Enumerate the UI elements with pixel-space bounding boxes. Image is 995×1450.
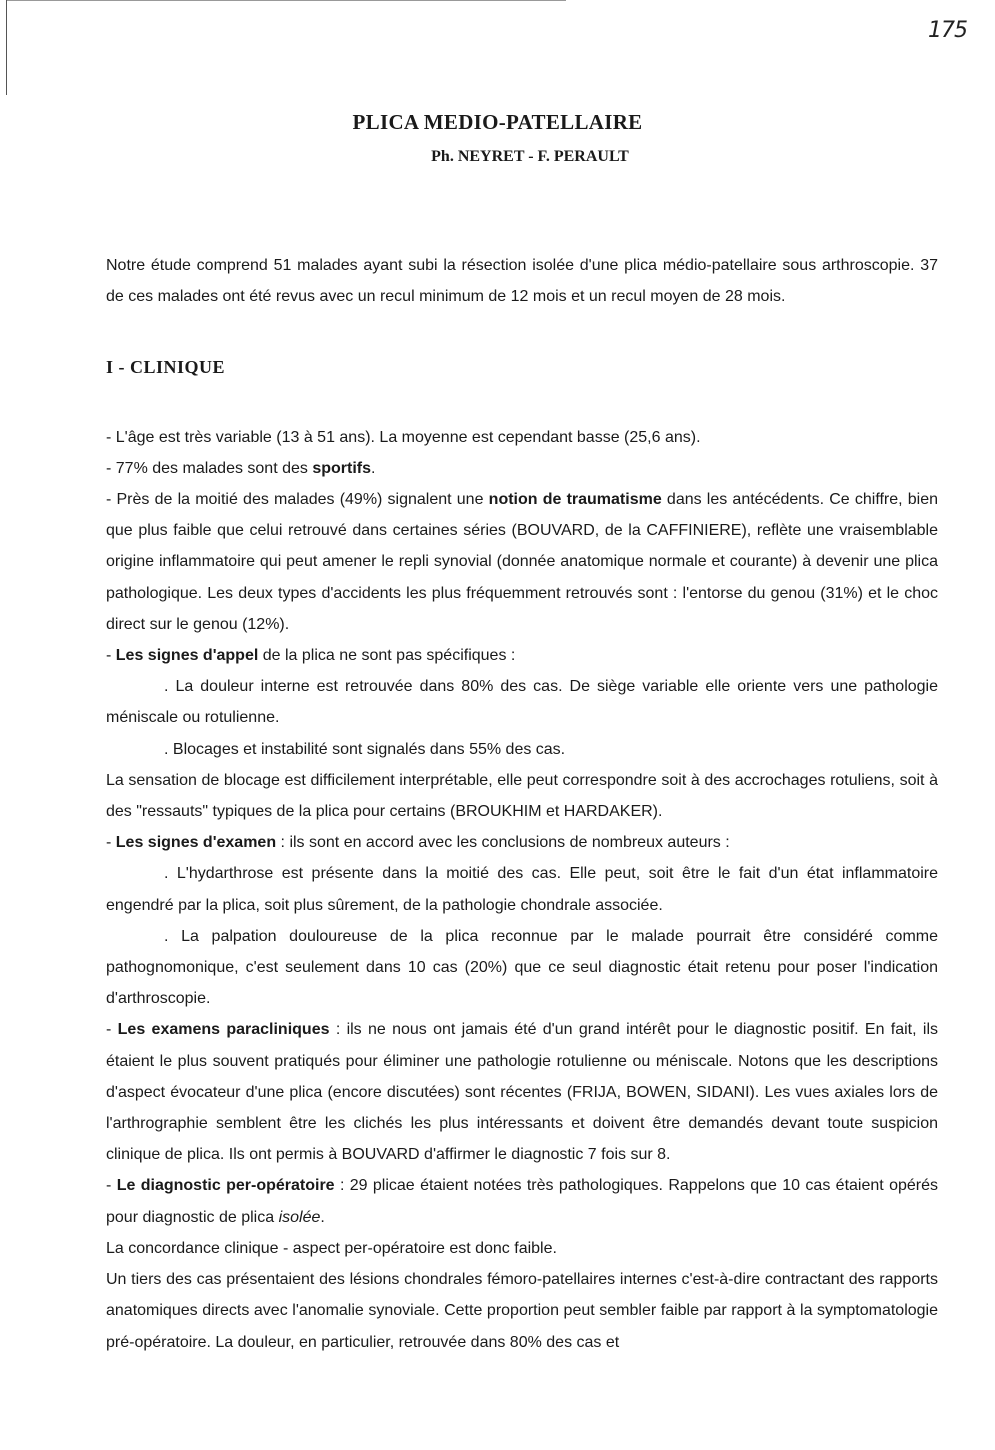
emphasis: sportifs [312, 459, 372, 477]
scan-edge-top [6, 0, 566, 1]
paragraph-blocages: . Blocages et instabilité sont signalés dans 55% des cas. [164, 740, 566, 758]
emphasis: Le diagnostic per-opératoire [116, 1177, 335, 1195]
paragraph-tiers: Un tiers des cas présentaient des lésions chondrales fémoro-patellaires internes c'est-à-dire contractant des rapports anatomiques directs avec l'anomalie synoviale. Cette proportion peut sembler faible par rapport à la symptomatologie pré-opératoire. La douleur, en particulier, retrouvée dans 80% des cas et [106, 1271, 938, 1351]
text: - [106, 647, 116, 665]
scan-edge-left [6, 0, 7, 95]
text: - [106, 1177, 117, 1195]
paragraph-trauma [106, 484, 938, 640]
page-number: 175 [928, 18, 967, 43]
text: - Près de la moitié des malades (49%) signalent une [106, 491, 489, 509]
emphasis: Les examens paracliniques [117, 1021, 330, 1039]
text: . [371, 459, 376, 477]
page-title: PLICA MEDIO-PATELLAIRE [352, 110, 643, 134]
text: : 29 plicae étaient notées très pathologiques. Rappelons que 10 cas étaient opérés pour diagnostic de plica [106, 1177, 938, 1226]
paragraph-age: - L'âge est très variable (13 à 51 ans). La moyenne est cependant basse (25,6 ans). [106, 428, 701, 446]
paragraph-examen [106, 827, 938, 858]
section-heading: I - CLINIQUE [106, 357, 226, 378]
document-body [106, 250, 938, 1358]
text: dans les antécédents. Ce chiffre, bien que plus faible que celui retrouvé dans certaines séries (BOUVARD, de la CAFFINIERE), reflète une vraisemblable origine inflammatoire qui peut amener le repli synovial (donnée anatomique normale et courante) à devenir une plica pathologique. Les deux types d'accidents les plus fréquemment retrouvés sont : l'entorse du genou (31%) et le choc direct sur le genou (12%). [106, 491, 939, 633]
text: - [106, 1021, 118, 1039]
text: de la plica ne sont pas spécifiques : [258, 647, 516, 665]
paragraph-douleur: . La douleur interne est retrouvée dans 80% des cas. De siège variable elle oriente vers une pathologie méniscale ou rotulienne. [106, 678, 938, 727]
paragraph-per-operatoire [106, 1170, 938, 1232]
authors: Ph. NEYRET - F. PERAULT [431, 148, 629, 165]
paragraph-sport [106, 453, 938, 484]
text: - 77% des malades sont des [106, 459, 313, 477]
paragraph-paracliniques [106, 1014, 938, 1170]
italic-text: isolée [278, 1208, 321, 1226]
text: : ils sont en accord avec les conclusions de nombreux auteurs : [276, 834, 730, 852]
text: . [320, 1208, 325, 1226]
emphasis: notion de traumatisme [488, 491, 662, 509]
emphasis: Les signes d'appel [115, 647, 259, 665]
text: : ils ne nous ont jamais été d'un grand intérêt pour le diagnostic positif. En fait, ils étaient le plus souvent pratiqués pour éliminer une pathologie rotulienne ou méniscale. Notons que les descriptions d'aspect évocateur d'une plica (encore discutées) sont récentes (FRIJA, BOWEN, SIDANI). Les vues axiales lors de l'arthrographie semblent être les clichés les plus intéressants et doivent être demandés devant toute suspicion clinique de plica. Ils ont permis à BOUVARD d'affirmer le diagnostic 7 fois sur 8. [106, 1021, 938, 1164]
paragraph-sensation: La sensation de blocage est difficilement interprétable, elle peut correspondre soit à des accrochages rotuliens, soit à des "ressauts" typiques de la plica pour certains (BROUKHIM et HARDAKER). [106, 771, 938, 821]
emphasis: Les signes d'examen [115, 834, 277, 852]
intro-paragraph: Notre étude comprend 51 malades ayant subi la résection isolée d'une plica médio-patellaire sous arthroscopie. 37 de ces malades ont été revus avec un recul minimum de 12 mois et un recul moyen de 28 mois. [106, 257, 938, 306]
text: - [106, 834, 116, 852]
paragraph-appel [106, 640, 938, 671]
paragraph-hydarthrose: . L'hydarthrose est présente dans la moitié des cas. Elle peut, soit être le fait d'un état inflammatoire engendré par la plica, soit plus sûrement, de la pathologie chondrale associée. [106, 865, 938, 914]
paragraph-palpation: . La palpation douloureuse de la plica reconnue par le malade pourrait être considéré comme pathognomonique, c'est seulement dans 10 cas (20%) que ce seul diagnostic était retenu pour poser l'indication d'arthroscopie. [106, 927, 938, 1008]
paragraph-concordance: La concordance clinique - aspect per-opératoire est donc faible. [106, 1239, 557, 1257]
